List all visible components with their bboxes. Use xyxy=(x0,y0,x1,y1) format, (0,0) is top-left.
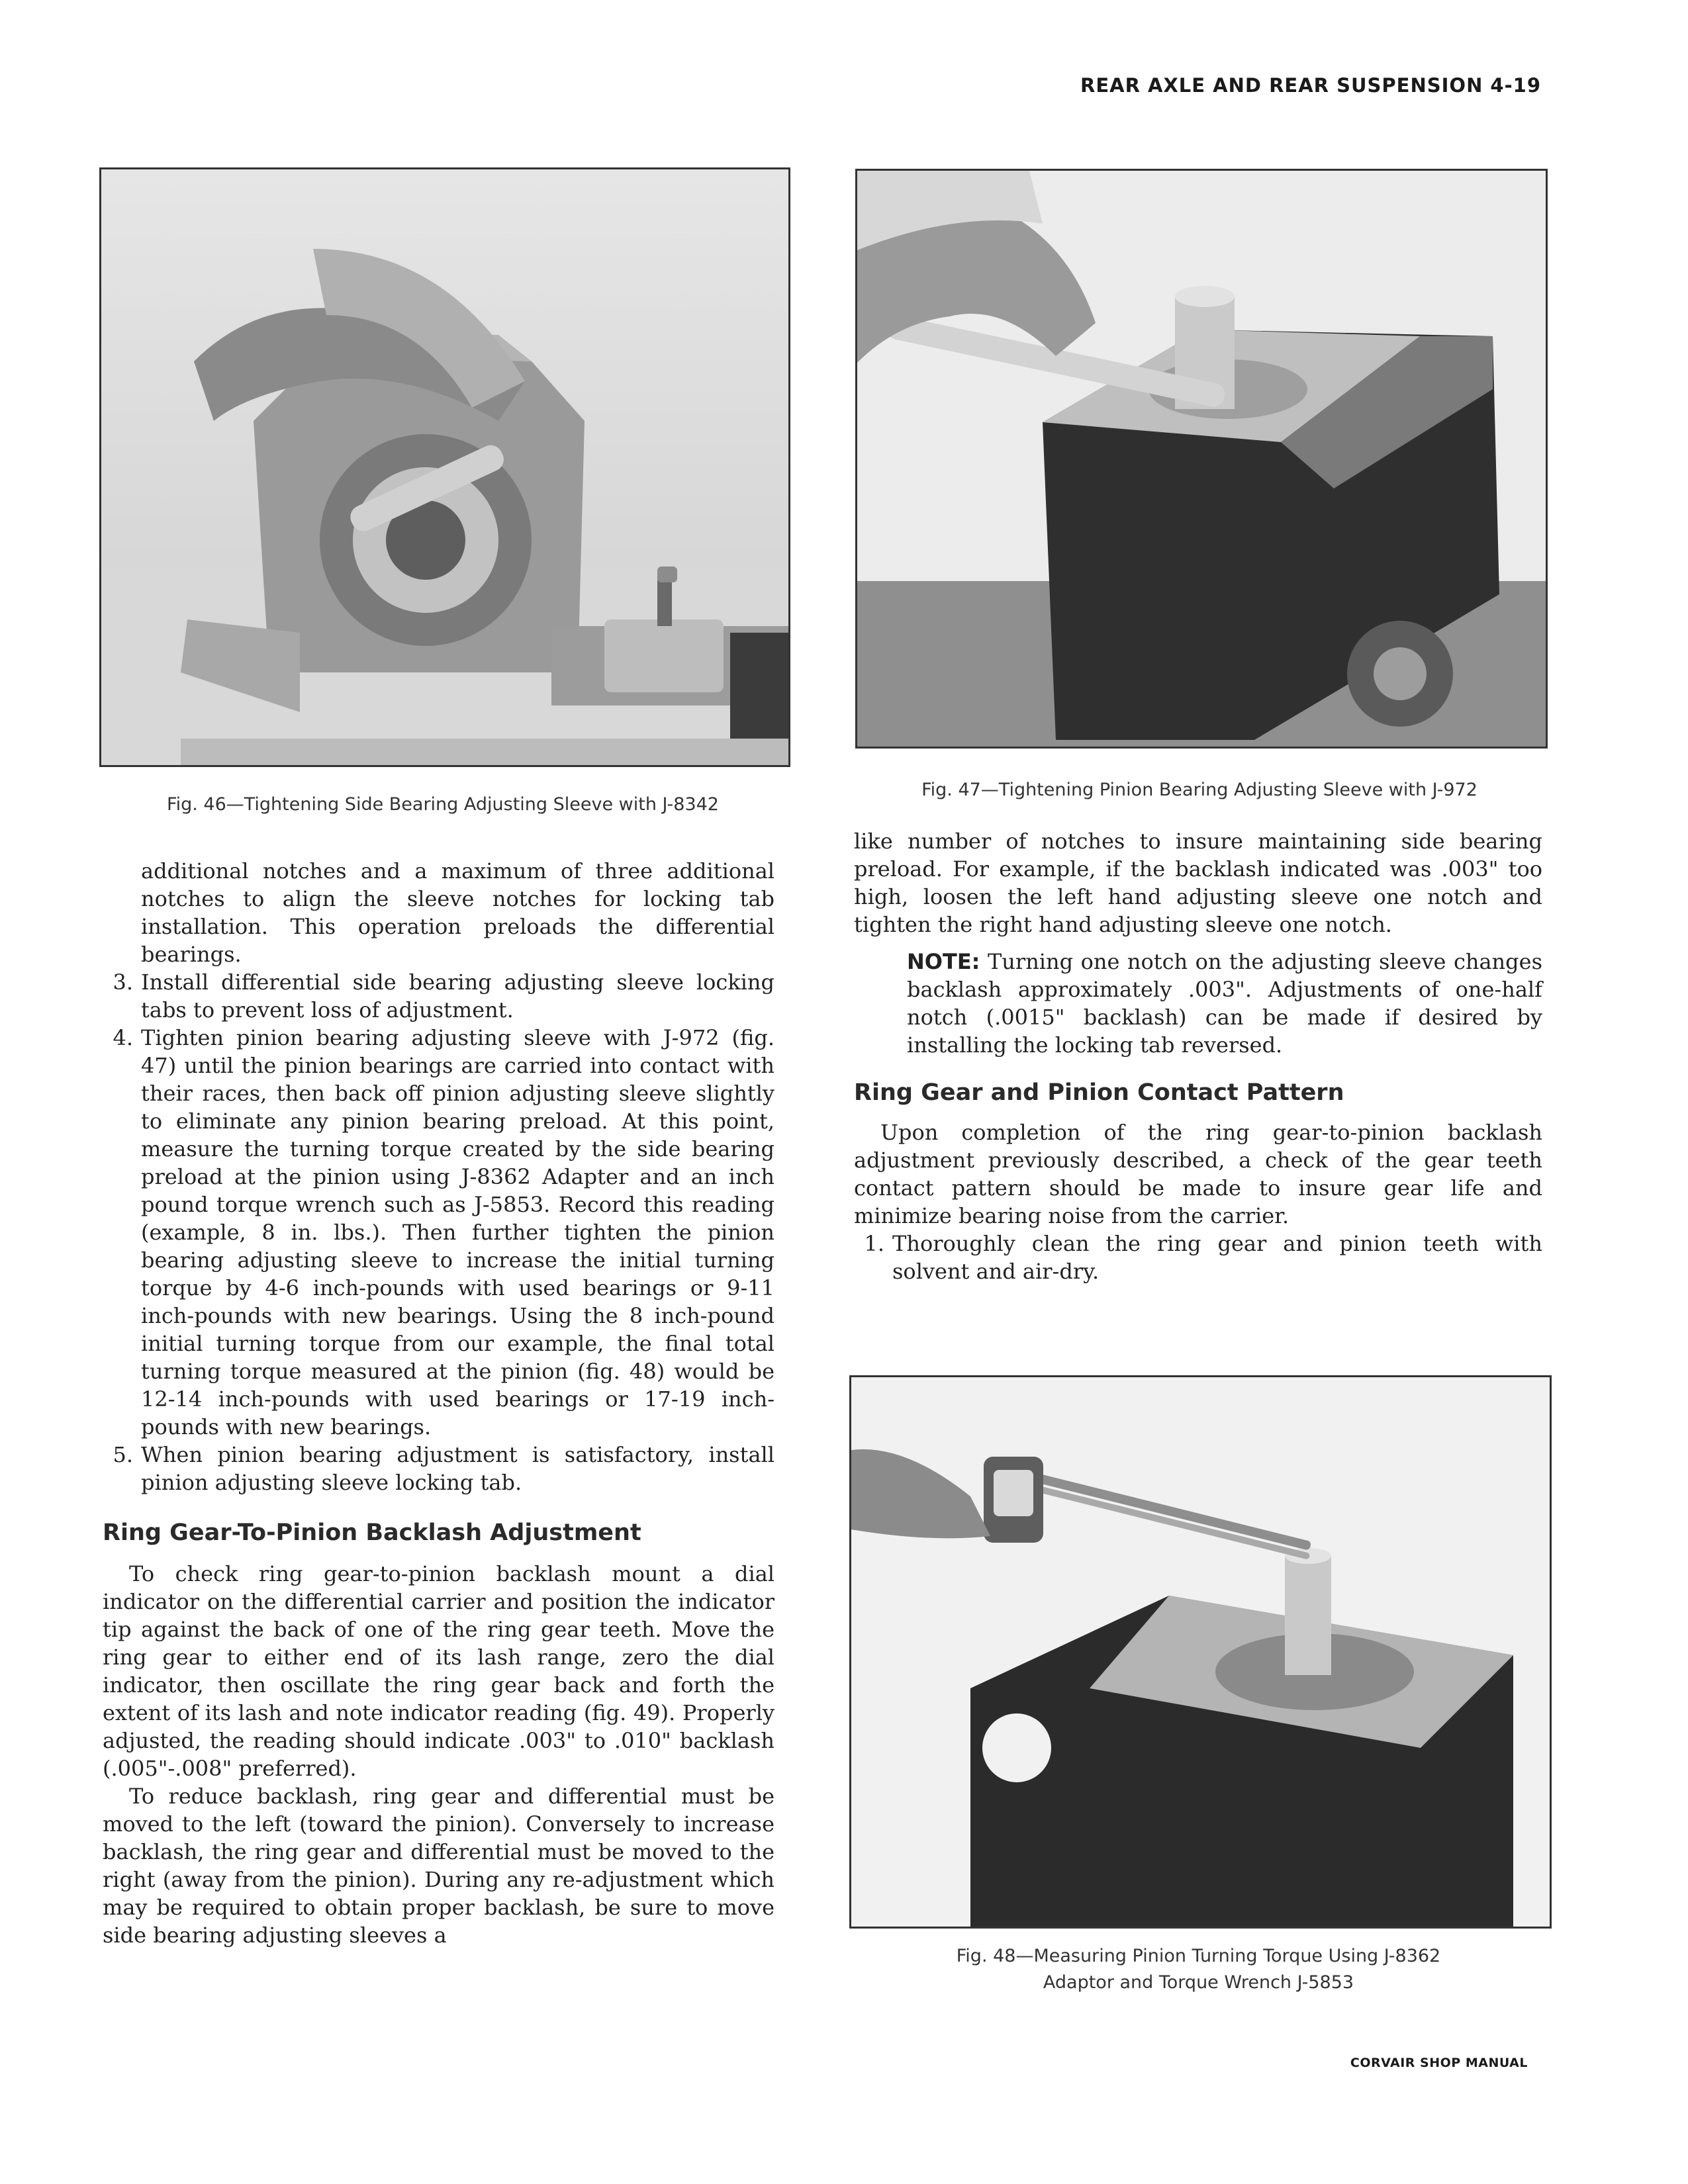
figure-46-photo xyxy=(99,167,790,767)
contact-pattern-paragraph: Upon completion of the ring gear-to-pinion backlash adjustment previously described, a check of the gear teeth contact pattern should be made to insure gear life and minimize bearing noise from the carrier. xyxy=(854,1120,1542,1228)
carrier-side-bearing-illustration xyxy=(101,169,788,765)
note-text: Turning one notch on the adjusting sleeve changes backlash approximately .003". Adjustments of one-half notch (.0015" backlash) can be made if desired by installing the locking tab reversed. xyxy=(907,949,1543,1058)
note-label: NOTE: xyxy=(907,949,980,974)
figure-47-caption: Fig. 47—Tightening Pinion Bearing Adjusting Sleeve with J-972 xyxy=(921,780,1477,800)
left-continuation: additional notches and a maximum of three additional notches to align the sleeve notches for locking tab installation. This operation preloads the differential bearings. xyxy=(141,858,774,967)
carrier-pinion-sleeve-illustration xyxy=(857,171,1546,747)
right-column xyxy=(854,827,1542,1285)
left-steps-list xyxy=(103,968,774,1496)
backlash-paragraph-2: To reduce backlash, ring gear and differential must be moved to the left (toward the pinion). Conversely to increase backlash, the ring gear and differential must be moved to the right (away from the pinion). During any re-adjustment which may be required to obtain proper backlash, be sure to move side bearing adjusting sleeves a xyxy=(103,1784,774,1948)
list-item: 1. Thoroughly clean the ring gear and pinion teeth with solvent and air-dry. xyxy=(864,1231,1542,1284)
section-heading-contact-pattern: Ring Gear and Pinion Contact Pattern xyxy=(854,1079,1344,1106)
figure-48-photo xyxy=(849,1375,1552,1929)
figure-46-caption: Fig. 46—Tightening Side Bearing Adjusting Sleeve with J-8342 xyxy=(167,794,719,815)
list-item: 4. Tighten pinion bearing adjusting sleeve with J-972 (fig. 47) until the pinion bearings are carried into contact with their races, then back off pinion adjusting sleeve slightly to eliminate any pinion bearing preload. At this point, measure the turning torque created by the side bearing preload at the pinion using J-8362 Adapter and an inch pound torque wrench such as J-5853. Record this reading (example, 8 in. lbs.). Then further tighten the pinion bearing adjusting sleeve to increase the initial turning torque by 4-6 inch-pounds with used bearings or 9-11 inch-pounds with new bearings. Using the 8 inch-pound initial turning torque from our example, the final total turning torque measured at the pinion (fig. 48) would be 12-14 inch-pounds with used bearings or 17-19 inch-pounds with new bearings. xyxy=(113,1025,774,1439)
page-footer: CORVAIR SHOP MANUAL xyxy=(1350,2056,1528,2070)
backlash-paragraph-1: To check ring gear-to-pinion backlash mount a dial indicator on the differential carrier and position the indicator tip against the back of one of the ring gear teeth. Move the ring gear to either end of its lash range, zero the dial indicator, then oscillate the ring gear back and forth the extent of its lash and note indicator reading (fig. 49). Properly adjusted, the reading should indicate .003" to .010" backlash (.005"-.008" preferred). xyxy=(103,1561,774,1781)
section-heading-backlash: Ring Gear-To-Pinion Backlash Adjustment xyxy=(103,1520,641,1546)
right-continuation: like number of notches to insure maintaining side bearing preload. For example, if the backlash indicated was .003" too high, loosen the left hand adjusting sleeve one notch and tighten the right hand adjusting sleeve one notch. xyxy=(854,829,1542,937)
pinion-torque-wrench-illustration xyxy=(851,1377,1550,1927)
figure-48-caption xyxy=(849,1943,1548,1996)
list-item: 5. When pinion bearing adjustment is satisfactory, install pinion adjusting sleeve locking tab. xyxy=(113,1442,774,1495)
figure-47-photo xyxy=(855,169,1548,749)
figure-48-caption-line2: Adaptor and Torque Wrench J-5853 xyxy=(1043,1972,1354,1993)
note-block xyxy=(854,948,1542,1059)
left-column xyxy=(103,857,774,1949)
list-item: 3. Install differential side bearing adjusting sleeve locking tabs to prevent loss of adjustment. xyxy=(113,970,774,1023)
right-steps-list xyxy=(854,1230,1542,1285)
page-header: REAR AXLE AND REAR SUSPENSION 4-19 xyxy=(1080,74,1541,97)
figure-48-caption-line1: Fig. 48—Measuring Pinion Turning Torque Using J-8362 xyxy=(956,1946,1441,1966)
